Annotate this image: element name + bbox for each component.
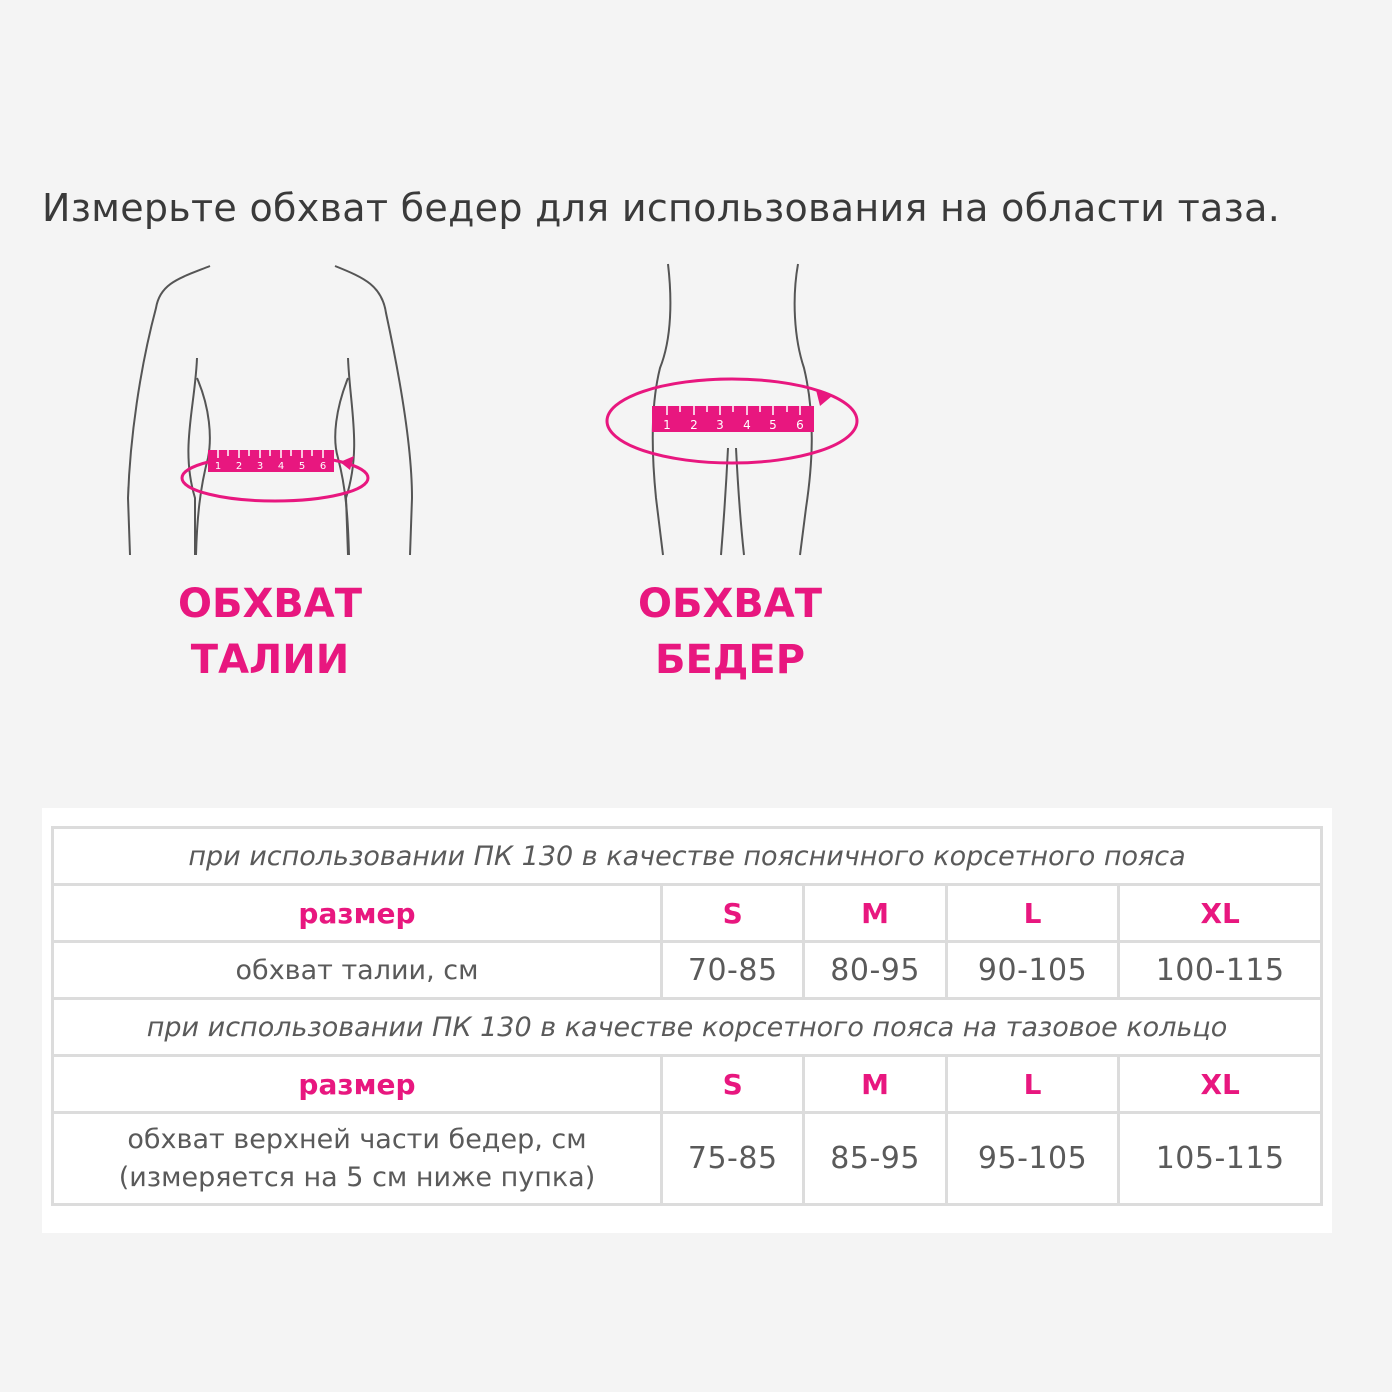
intro-text: Измерьте обхват бедер для использования на области таза. <box>42 186 1281 230</box>
hips-caption <box>560 576 900 688</box>
section1-note: при использовании ПК 130 в качестве поясничного корсетного пояса <box>53 828 1322 885</box>
waist-tape <box>208 450 334 472</box>
table-row <box>53 999 1322 1056</box>
size-s: S <box>662 885 804 942</box>
waist-measure-label: обхват талии, см <box>53 942 662 999</box>
size-table <box>51 826 1323 1206</box>
tape-number: 4 <box>277 461 285 472</box>
hips-figure <box>560 258 900 563</box>
hips-illustration <box>560 258 900 563</box>
size-label: размер <box>53 885 662 942</box>
tape-number: 4 <box>743 418 751 432</box>
tape-number: 3 <box>256 461 264 472</box>
tape-number: 6 <box>796 418 804 432</box>
hips-caption-line1: ОБХВАТ <box>637 581 823 627</box>
waist-caption <box>100 576 440 688</box>
waist-value-l: 90-105 <box>946 942 1119 999</box>
waist-value-s: 70-85 <box>662 942 804 999</box>
hip-value-l: 95-105 <box>946 1113 1119 1205</box>
size-m: M <box>804 885 946 942</box>
tape-number: 2 <box>235 461 243 472</box>
hip-measure-label <box>53 1113 662 1205</box>
tape-number: 5 <box>298 461 306 472</box>
size-label: размер <box>53 1056 662 1113</box>
waist-caption-line1: ОБХВАТ <box>177 581 363 627</box>
hip-measure-label-line2: (измеряется на 5 см ниже пупка) <box>118 1161 596 1193</box>
tape-number: 3 <box>716 418 724 432</box>
waist-figure <box>100 258 440 563</box>
waist-value-xl: 100-115 <box>1119 942 1322 999</box>
hips-caption-line2: БЕДЕР <box>654 637 806 683</box>
hip-value-m: 85-95 <box>804 1113 946 1205</box>
size-s: S <box>662 1056 804 1113</box>
size-m: M <box>804 1056 946 1113</box>
size-l: L <box>946 1056 1119 1113</box>
size-xl: XL <box>1119 885 1322 942</box>
table-row <box>53 1113 1322 1205</box>
hip-measure-label-line1: обхват верхней части бедер, см <box>127 1123 587 1155</box>
table-row <box>53 1056 1322 1113</box>
hip-value-xl: 105-115 <box>1119 1113 1322 1205</box>
tape-number: 6 <box>319 461 327 472</box>
table-row <box>53 942 1322 999</box>
section2-note: при использовании ПК 130 в качестве корсетного пояса на тазовое кольцо <box>53 999 1322 1056</box>
waist-value-m: 80-95 <box>804 942 946 999</box>
table-row <box>53 885 1322 942</box>
waist-caption-line2: ТАЛИИ <box>190 637 350 683</box>
waist-illustration <box>100 258 440 563</box>
hip-value-s: 75-85 <box>662 1113 804 1205</box>
size-xl: XL <box>1119 1056 1322 1113</box>
size-table-container <box>42 808 1332 1233</box>
tape-number: 1 <box>214 461 222 472</box>
tape-number: 5 <box>769 418 777 432</box>
tape-number: 1 <box>663 418 671 432</box>
arm-left-line <box>188 358 197 555</box>
tape-number: 2 <box>690 418 698 432</box>
size-l: L <box>946 885 1119 942</box>
table-row <box>53 828 1322 885</box>
